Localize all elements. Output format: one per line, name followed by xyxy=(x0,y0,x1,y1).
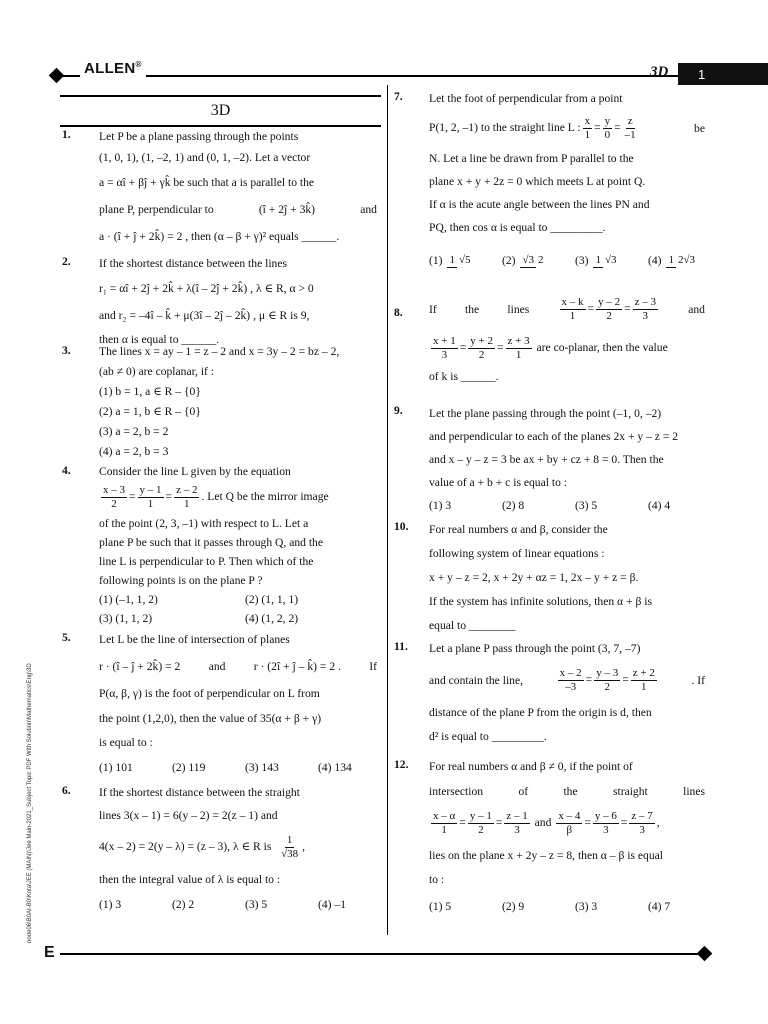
denominator: β xyxy=(566,824,573,836)
q8-line: If the lines $\frac{x - k}{1}$ = $\frac{y - 2}{2}$ = $\frac{z - 3}{3}$ and xyxy=(429,296,705,322)
q3-line: (ab ≠ 0) are coplanar, if : xyxy=(99,365,215,378)
question-12 xyxy=(429,756,705,917)
q12-fraction xyxy=(556,810,582,837)
denominator: 2 xyxy=(111,498,117,510)
denominator: 1 xyxy=(441,824,447,836)
denominator: 2 xyxy=(604,681,610,693)
q6-line: If the shortest distance between the straight xyxy=(99,786,300,799)
denominator: 1 xyxy=(515,349,522,361)
numerator: x xyxy=(584,115,591,127)
q6-option: (1) 3 xyxy=(99,898,122,911)
q11-fraction xyxy=(631,667,657,694)
question-4-number: 4. xyxy=(62,464,71,477)
numerator: y – 2 xyxy=(598,296,621,308)
q9-option: (4) 4 xyxy=(648,499,671,512)
option-label: (3) xyxy=(575,254,589,267)
q1-line: a · (î + ĵ + 2k̂) = 2 , then (α – β + γ)² equals ______. xyxy=(99,230,340,243)
q8-line: $\frac{x + 1}{3}$ = $\frac{y + 2}{2}$ = $\frac{z + 3}{1}$ are co-planar, then the value xyxy=(433,335,668,361)
q1-line: (1, 0, 1), (1, –2, 1) and (0, 1, –2). Let a vector xyxy=(99,151,311,164)
q11-fraction xyxy=(558,667,584,694)
numerator: y + 2 xyxy=(470,335,493,347)
denominator: 1 xyxy=(641,681,647,693)
numerator: z + 3 xyxy=(507,335,530,347)
denominator: 2 xyxy=(478,349,485,361)
denominator: √38 xyxy=(281,848,299,860)
q1-text: and xyxy=(360,203,377,216)
q12-fraction xyxy=(431,810,457,837)
q2-line: then α is equal to ______. xyxy=(99,333,220,346)
q12-fraction xyxy=(468,810,494,837)
question-3-number: 3. xyxy=(62,344,71,357)
q8-text: If xyxy=(429,303,437,316)
numerator: x – 3 xyxy=(103,484,125,496)
q7-options xyxy=(429,250,705,271)
brand-text: ALLEN xyxy=(84,60,136,77)
q5-line: the point (1,2,0), then the value of 35(α + β + γ) xyxy=(99,712,322,725)
q5-line: Let L be the line of intersection of planes xyxy=(99,633,290,646)
q6-fraction xyxy=(279,834,300,861)
q6-text: , xyxy=(302,840,306,854)
q8-text: and xyxy=(688,303,705,316)
numerator: x + 1 xyxy=(433,335,456,347)
header-code: 3D xyxy=(650,64,669,80)
q8-line: of k is ______. xyxy=(429,370,499,383)
q3-option: (3) a = 2, b = 2 xyxy=(99,425,169,438)
footer-diamond-icon xyxy=(697,946,713,962)
numerator: y – 1 xyxy=(139,484,162,496)
question-6-number: 6. xyxy=(62,784,71,797)
header-rule xyxy=(60,75,678,77)
q11-line: and contain the line, $\frac{x - 2}{-3}$ = $\frac{y - 3}{2}$ = $\frac{z + 2}{1}$ . If xyxy=(429,667,705,693)
question-10 xyxy=(429,518,705,638)
q5-line: is equal to : xyxy=(99,736,153,749)
q7-line: PQ, then cos α is equal to _________. xyxy=(429,221,606,234)
q8-text: lines xyxy=(507,303,530,316)
column-divider xyxy=(387,85,388,935)
denominator: 3 xyxy=(639,824,645,836)
denominator: 3 xyxy=(514,824,520,836)
question-8 xyxy=(429,296,705,387)
numerator: 1 xyxy=(668,254,674,267)
numerator: y – 3 xyxy=(596,667,619,679)
q7-fraction xyxy=(583,115,593,142)
q6-option: (3) 5 xyxy=(245,898,268,911)
q7-text: be xyxy=(694,122,705,135)
question-11 xyxy=(429,638,705,747)
denominator: 2 xyxy=(537,254,544,267)
q3-option: (1) b = 1, a ∈ R – {0} xyxy=(99,385,201,398)
q7-line: N. Let a line be drawn from P parallel to the xyxy=(429,152,634,165)
q5-option: (1) 101 xyxy=(99,761,133,774)
q10-line: equal to ________ xyxy=(429,619,516,632)
option-fraction xyxy=(447,254,472,268)
q5-option: (2) 119 xyxy=(172,761,206,774)
question-5 xyxy=(99,629,377,778)
q11-fraction xyxy=(594,667,620,694)
q12-text: and xyxy=(534,816,552,830)
q12-text: , xyxy=(656,816,660,830)
q5-plane-eq: r · (2î + ĵ – k̂) = 2 . xyxy=(253,660,341,673)
q1-line xyxy=(99,199,377,220)
q6-text: 4(x – 2) = 2(y – λ) = (z – 3), λ ∈ R is xyxy=(99,840,272,854)
option-fraction xyxy=(666,254,697,268)
numerator: 1 xyxy=(449,254,455,267)
q12-option: (1) 5 xyxy=(429,900,452,913)
numerator: x – k xyxy=(561,296,584,308)
q4-line: of the point (2, 3, –1) with respect to L. Let a xyxy=(99,517,309,530)
q10-line: following system of linear equations : xyxy=(429,547,605,560)
question-1-number: 1. xyxy=(62,128,71,141)
q6-line xyxy=(99,834,377,861)
q4-option: (2) (1, 1, 1) xyxy=(245,593,299,606)
q4-options xyxy=(99,609,377,628)
question-7-number: 7. xyxy=(394,90,403,103)
q6-line: lines 3(x – 1) = 6(y – 2) = 2(z – 1) and xyxy=(99,809,278,822)
question-6 xyxy=(99,782,377,915)
q8-text: the xyxy=(464,303,480,316)
option-label: (4) xyxy=(648,254,662,267)
q12-fraction xyxy=(593,810,619,837)
q5-option: (4) 134 xyxy=(318,761,352,774)
q12-text: of xyxy=(518,785,529,798)
numerator: y – 6 xyxy=(594,810,617,822)
q9-line: Let the plane passing through the point (–1, 0, –2) xyxy=(429,407,662,420)
q12-equation: $\frac{x - \alpha}{1}$ = $\frac{y - 1}{2}$ = $\frac{z - 1}{3}$ and $\frac{x - 4}{\beta}$ = $\frac{y - 6}{3}$ = $\frac{z - 7}{3}$ , xyxy=(433,810,660,836)
question-1 xyxy=(99,126,377,247)
q9-line: value of a + b + c is equal to : xyxy=(429,476,567,489)
q7-line: Let the foot of perpendicular from a point xyxy=(429,92,623,105)
q4-text: . Let Q be the mirror image xyxy=(201,490,329,504)
q4-option: (4) (1, 2, 2) xyxy=(245,612,299,625)
q12-line xyxy=(429,781,705,802)
footer-rule xyxy=(60,953,704,955)
q1-line: a = αî + βĵ + γk̂ be such that a is parallel to the xyxy=(99,176,315,189)
denominator: 1 xyxy=(147,498,154,510)
q4-option: (1) (–1, 1, 2) xyxy=(99,593,158,606)
q10-line: x + y – z = 2, x + 2y + αz = 1, 2x – y + z = β. xyxy=(429,571,639,584)
q5-line xyxy=(99,656,377,677)
q7-fraction xyxy=(623,115,638,142)
q4-equation: $\frac{x - 3}{2}$ = $\frac{y - 1}{1}$ = $\frac{z - 2}{1}$ . Let Q be the mirror image xyxy=(103,484,329,510)
q10-line: For real numbers α and β, consider the xyxy=(429,523,608,536)
question-11-number: 11. xyxy=(394,640,408,653)
q4-fraction xyxy=(174,484,199,511)
option-fraction xyxy=(593,254,618,268)
q4-option: (3) (1, 1, 2) xyxy=(99,612,153,625)
numerator: 1 xyxy=(286,834,293,846)
q1-line: Let P be a plane passing through the points xyxy=(99,130,299,143)
q8-text: are co-planar, then the value xyxy=(536,341,668,355)
q7-text: P(1, 2, –1) to the straight line L : xyxy=(429,121,581,135)
denominator: –3 xyxy=(565,681,577,693)
denominator: 1 xyxy=(184,498,190,510)
q7-line: P(1, 2, –1) to the straight line L : $\frac{x}{1}$ = $\frac{y}{0}$ = $\frac{z}{-1}$ be xyxy=(429,115,705,141)
q7-option xyxy=(648,250,699,271)
q11-text: . If xyxy=(691,674,705,687)
section-title: 3D xyxy=(60,95,381,127)
q2-line: If the shortest distance between the lines xyxy=(99,257,288,270)
page-number: 1 xyxy=(678,63,768,85)
q9-option: (2) 8 xyxy=(502,499,525,512)
brand-mark: ® xyxy=(135,60,142,69)
q8-fraction xyxy=(468,335,495,362)
q5-option: (3) 143 xyxy=(245,761,279,774)
question-3 xyxy=(99,342,377,462)
denominator: 1 xyxy=(584,129,591,141)
q4-fraction xyxy=(138,484,164,511)
q8-fraction xyxy=(431,335,458,362)
q4-line: line L is perpendicular to P. Then which of the xyxy=(99,555,314,568)
q7-option xyxy=(502,250,575,271)
numerator: z – 2 xyxy=(176,484,198,496)
numerator: z xyxy=(627,115,633,127)
q3-line: The lines x = ay – 1 = z – 2 and x = 3y – 2 = bz – 2, xyxy=(99,345,340,358)
q1-text: plane P, perpendicular to xyxy=(99,203,214,216)
q7-line: If α is the acute angle between the lines PN and xyxy=(429,198,650,211)
q10-line: If the system has infinite solutions, then α + β is xyxy=(429,595,652,608)
q12-option: (4) 7 xyxy=(648,900,671,913)
q2-line: and r₂ = –4î – k̂ + μ(3î – 2ĵ – 2k̂) , μ ∈ R is 9, xyxy=(99,309,310,322)
q2-line: r₁ = αî + 2ĵ + 2k̂ + λ(î – 2ĵ + 2k̂) , λ ∈ R, α > 0 xyxy=(99,282,314,295)
q11-line: distance of the plane P from the origin is d, then xyxy=(429,706,652,719)
q3-option: (2) a = 1, b ∈ R – {0} xyxy=(99,405,201,418)
numerator: 1 xyxy=(595,254,601,267)
q7-line: plane x + y + 2z = 0 which meets L at point Q. xyxy=(429,175,646,188)
denominator: 3 xyxy=(441,349,448,361)
q6-option: (4) –1 xyxy=(318,898,347,911)
q12-option: (3) 3 xyxy=(575,900,598,913)
q4-line: plane P be such that it passes through Q, and the xyxy=(99,536,323,549)
q6-option: (2) 2 xyxy=(172,898,195,911)
q12-options xyxy=(429,896,705,917)
q6-line: then the integral value of λ is equal to : xyxy=(99,873,281,886)
question-4 xyxy=(99,462,377,628)
q8-fraction xyxy=(633,296,658,323)
numerator: x – 2 xyxy=(559,667,582,679)
numerator: z – 7 xyxy=(631,810,653,822)
numerator: z – 1 xyxy=(506,810,528,822)
q11-text: and contain the line, xyxy=(429,674,524,687)
numerator: z – 3 xyxy=(634,296,656,308)
q5-plane-eq: r · (î – ĵ + 2k̂) = 2 xyxy=(99,660,181,673)
q8-fraction xyxy=(506,335,532,362)
denominator: 1 xyxy=(569,310,576,322)
option-fraction xyxy=(520,254,545,268)
question-12-number: 12. xyxy=(394,758,409,771)
question-5-number: 5. xyxy=(62,631,71,644)
q1-vector: (î + 2ĵ + 3k̂) xyxy=(258,203,316,216)
q4-fraction xyxy=(101,484,127,511)
q5-text: If xyxy=(369,660,377,673)
q4-options xyxy=(99,590,377,609)
q12-text: straight xyxy=(612,785,648,798)
q5-line: P(α, β, γ) is the foot of perpendicular on L from xyxy=(99,687,320,700)
numerator: y xyxy=(604,115,611,127)
q12-text: lines xyxy=(683,785,705,798)
header-diamond-icon xyxy=(49,68,65,84)
numerator: y – 1 xyxy=(469,810,492,822)
q12-text: the xyxy=(563,785,578,798)
numerator: √3 xyxy=(522,254,534,267)
denominator: 3 xyxy=(603,824,609,836)
q11-line: Let a plane P pass through the point (3, 7, –7) xyxy=(429,642,641,655)
q12-text: intersection xyxy=(429,785,484,798)
q9-options xyxy=(429,494,705,517)
q12-line: lies on the plane x + 2y – z = 8, then α – β is equal xyxy=(429,849,664,862)
footer-letter: E xyxy=(44,944,55,961)
q9-line: and x – y – z = 3 be ax + by + cz + 8 = 0. Then the xyxy=(429,453,664,466)
q8-fraction xyxy=(560,296,586,323)
denominator: 0 xyxy=(604,129,611,141)
denominator: √3 xyxy=(604,254,617,267)
numerator: x – α xyxy=(433,810,456,822)
q12-fraction xyxy=(504,810,529,837)
q9-option: (1) 3 xyxy=(429,499,452,512)
q11-line: d² is equal to _________. xyxy=(429,730,547,743)
question-2 xyxy=(99,253,377,350)
question-7 xyxy=(429,88,705,271)
question-2-number: 2. xyxy=(62,255,71,268)
brand-logo xyxy=(80,60,146,77)
q7-option xyxy=(575,250,648,271)
q6-options xyxy=(99,894,377,915)
q5-options xyxy=(99,757,377,778)
question-10-number: 10. xyxy=(394,520,409,533)
numerator: z + 2 xyxy=(632,667,655,679)
q12-line: For real numbers α and β ≠ 0, if the point of xyxy=(429,760,633,773)
q5-text: and xyxy=(208,660,226,673)
denominator: 3 xyxy=(642,310,649,322)
denominator: 2 xyxy=(606,310,612,322)
side-path-text: node06\B0AI-B0\Kota\JEE (MAIN)\Jee Main-2021_Subject Topic PDF With Solution\Mathematics\Eng\3D xyxy=(27,663,33,943)
q8-fraction xyxy=(596,296,622,323)
q4-line: Consider the line L given by the equation xyxy=(99,465,291,478)
option-label: (2) xyxy=(502,254,516,267)
denominator: 2 xyxy=(478,824,484,836)
numerator: x – 4 xyxy=(558,810,581,822)
q12-fraction xyxy=(629,810,654,837)
q7-fraction xyxy=(603,115,613,142)
question-8-number: 8. xyxy=(394,306,403,319)
denominator: √5 xyxy=(458,254,471,267)
q9-line: and perpendicular to each of the planes 2x + y – z = 2 xyxy=(429,430,679,443)
q3-option: (4) a = 2, b = 3 xyxy=(99,445,169,458)
q9-option: (3) 5 xyxy=(575,499,598,512)
q7-option xyxy=(429,250,502,271)
option-label: (1) xyxy=(429,254,443,267)
question-9 xyxy=(429,402,705,517)
denominator: 2√3 xyxy=(677,254,695,267)
denominator: –1 xyxy=(624,129,636,141)
question-9-number: 9. xyxy=(394,404,403,417)
q12-line: to : xyxy=(429,873,445,886)
q4-line: following points is on the plane P ? xyxy=(99,574,263,587)
q12-option: (2) 9 xyxy=(502,900,525,913)
